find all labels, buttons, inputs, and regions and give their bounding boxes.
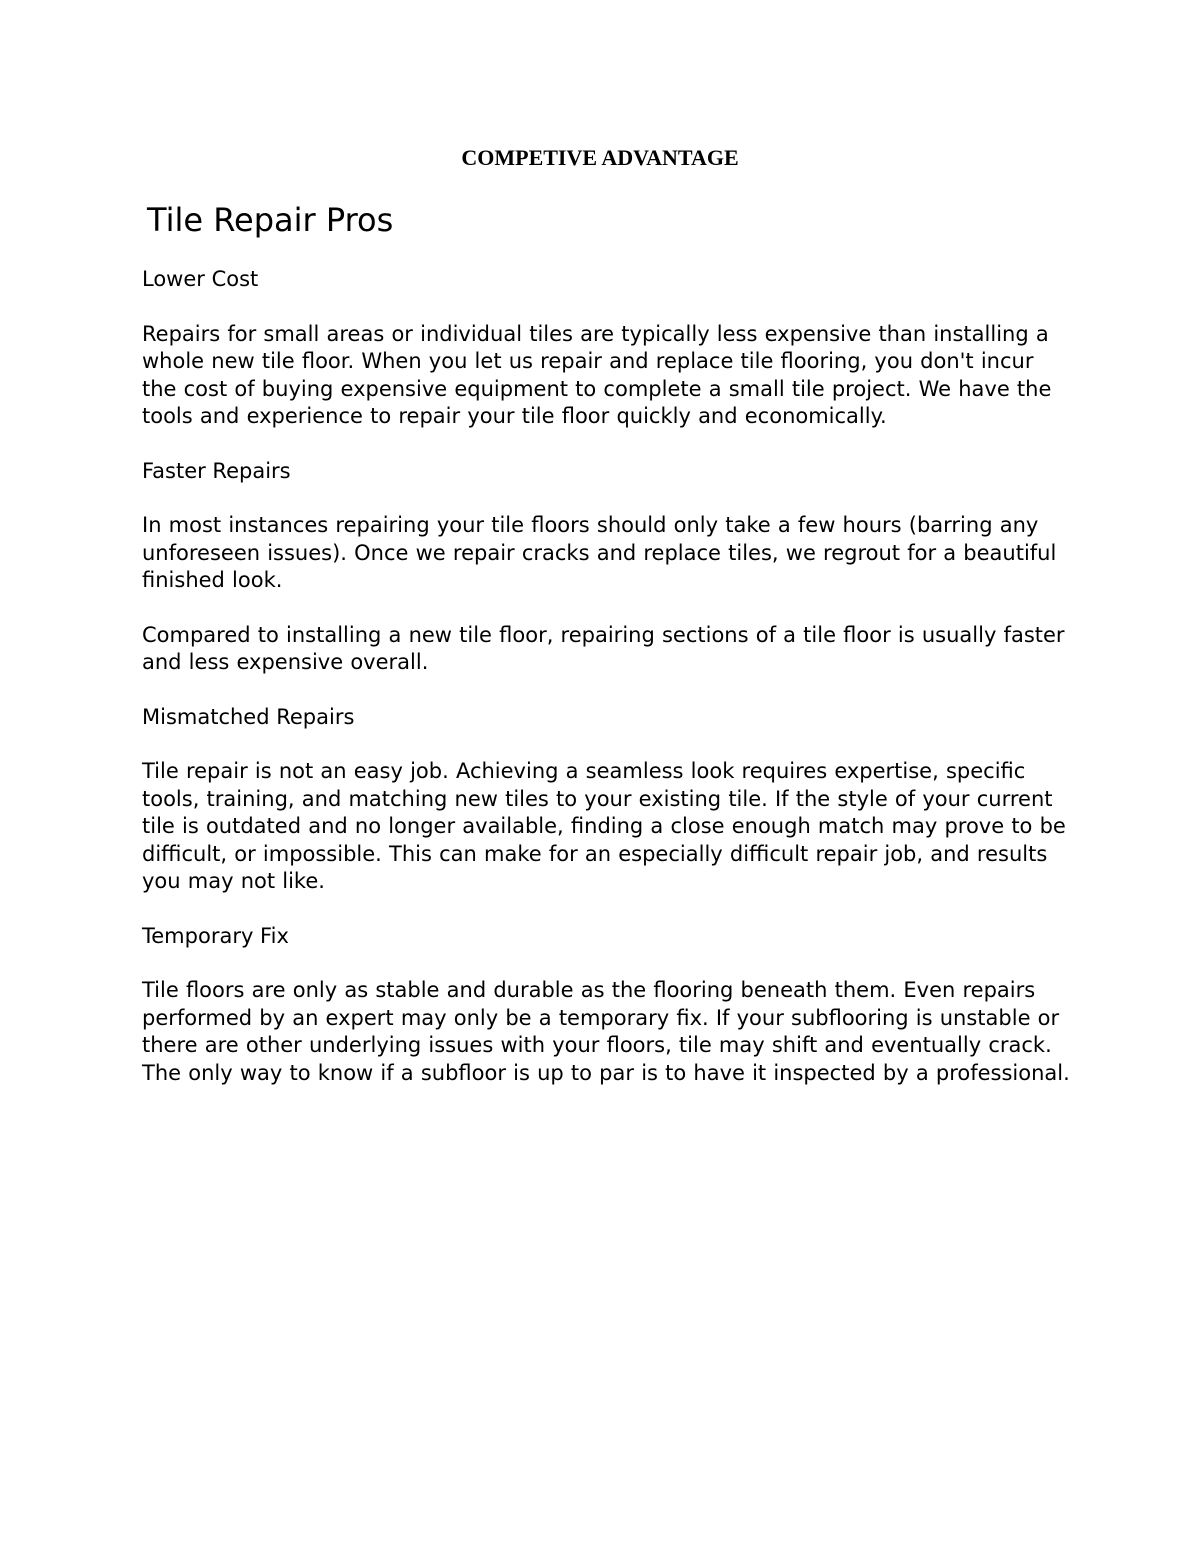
document-body [142, 198, 1072, 1114]
section-heading: Mismatched Repairs [142, 704, 355, 729]
section-heading: Faster Repairs [142, 458, 291, 483]
section-faster-repairs [142, 458, 1072, 677]
section-paragraph: In most instances repairing your tile floors should only take a few hours (barring any unforeseen issues). Once we repair cracks and replace tiles, we regrout for a beautiful finished look. [142, 513, 1057, 592]
section-heading: Temporary Fix [142, 923, 289, 948]
section-paragraph: Tile floors are only as stable and durable as the flooring beneath them. Even repairs performed by an expert may only be a temporary fix. If your subflooring is unstable or there are other underlying issues with your floors, tile may shift and eventually crack. The only way to know if a subfloor is up to par is to have it inspected by a professional. [142, 978, 1070, 1085]
section-heading: Lower Cost [142, 267, 259, 291]
section-paragraph: Repairs for small areas or individual tiles are typically less expensive than installing a whole new tile floor. When you let us repair and replace tile flooring, you don't incur the cost of buying expensive equipment to complete a small tile project. We have the tools and experience to repair your tile floor quickly and economically. [142, 321, 1052, 428]
section-lower-cost [142, 266, 1072, 431]
document-title: COMPETIVE ADVANTAGE [461, 145, 739, 170]
section-temporary-fix [142, 923, 1072, 1088]
section-mismatched-repairs [142, 704, 1072, 896]
section-paragraph: Tile repair is not an easy job. Achieving a seamless look requires expertise, specific tools, training, and matching new tiles to your existing tile. If the style of your current tile is outdated and no longer available, finding a close enough match may prove to be difficult, or impossible. This can make for an especially difficult repair job, and results you may not like. [142, 759, 1066, 893]
company-name: Tile Repair Pros [147, 201, 394, 239]
section-paragraph: Compared to installing a new tile floor, repairing sections of a tile floor is usually faster and less expensive overall. [142, 622, 1065, 674]
